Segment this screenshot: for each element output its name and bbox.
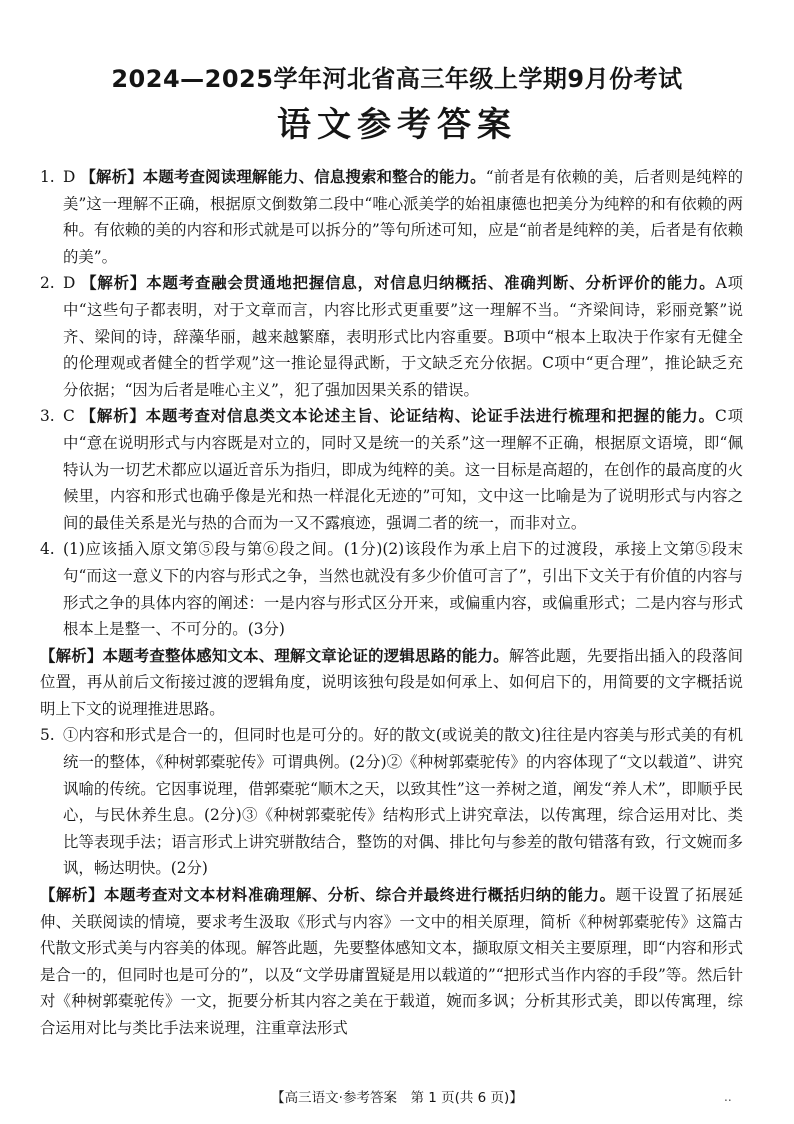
reference-answer: (1)应该插入原文第⑤段与第⑥段之间。(1分)(2)该段作为承上启下的过渡段，承接上文第⑤段末句“而这一意义下的内容与形式之争，当然也就没有多少价值可言了”，引出下文关于有价值的内容与形式之争的具体内容的阐述：一是内容与形式区分开来，或偏重内容，或偏重形式；二是内容与形式根本上是整一、不可分的。(3分)	[63, 540, 743, 639]
analysis-lead: 本题考查对信息类文本论述主旨、论证结构、论证手法进行梳理和把握的能力。	[145, 407, 715, 426]
analysis-lead: 本题考查对文本材料准确理解、分析、综合并最终进行概括归纳的能力。	[103, 886, 616, 905]
question-number: 5.	[40, 726, 55, 745]
answer-item-3	[40, 403, 743, 536]
analysis-text: 题干设置了拓展延伸、关联阅读的情境，要求考生汲取《形式与内容》一文中的相关原理，简析《种树郭橐驼传》这篇古代散文形式美与内容美的体现。解答此题，先要整体感知文本，撷取原文相关主要原理，即“内容和形式是合一的，但同时也是可分的”，以及“文学毋庸置疑是用以载道的”“把形式当作内容的手段”等。然后针对《种树郭橐驼传》一文，扼要分析其内容之美在于载道，婉而多讽；分析其形式美，即以传寓理，综合运用对比与类比手法来说理，注重章法形式	[40, 886, 743, 1037]
answer-item-5	[40, 722, 743, 1041]
answer-item-1	[40, 164, 743, 270]
analysis-lead: 本题考查整体感知文本、理解文章论证的逻辑思路的能力。	[102, 646, 509, 665]
analysis-text: “前者是有依赖的美，后者则是纯粹的美”这一理解不正确，根据原文倒数第二段中“唯心派美学的始祖康德也把美分为纯粹的和有依赖的两种。有依赖的美的内容和形式就是可以拆分的”等句所述可知，应是“前者是纯粹的美，后者是有依赖的美”。	[63, 168, 743, 266]
answer-paragraph	[63, 403, 743, 536]
analysis-tag: 【解析】	[80, 168, 143, 186]
answer-paragraph	[63, 164, 743, 270]
exam-title: 2024—2025学年河北省高三年级上学期9月份考试	[111, 65, 683, 93]
document-title: 语文参考答案	[277, 105, 517, 145]
question-number: 4.	[40, 540, 55, 559]
analysis-text: C项中“意在说明形式与内容既是对立的，同时又是统一的关系”这一理解不正确，根据原文语境，即“佩特认为一切艺术都应以逼近音乐为指归，即成为纯粹的美。这一目标是高超的，在创作的最高度的火候里，内容和形式也确乎像是光和热一样混化无迹的”可知，文中这一比喻是为了说明形式与内容之间的最佳关系是光与热的合而为一又不露痕迹，强调二者的统一，而非对立。	[63, 407, 743, 532]
answer-letter: C	[63, 407, 75, 426]
question-number: 2.	[40, 274, 55, 293]
analysis-paragraph	[40, 882, 743, 1042]
analysis-tag: 【解析】	[40, 646, 103, 665]
analysis-tag: 【解析】	[81, 274, 147, 293]
answer-list	[40, 164, 743, 1042]
answer-paragraph	[63, 270, 743, 403]
analysis-text: A项中“这些句子都表明，对于文章而言，内容比形式更重要”这一理解不当。“齐梁间诗，彩丽竞繁”说齐、梁间的诗，辞藻华丽，越来越繁靡，表明形式比内容重要。B项中“根本上取决于作家有无健全的伦理观或者健全的哲学观”这一推论显得武断，于文缺乏充分依据。C项中“更合理”，推论缺乏充分依据；“因为后者是唯心主义”，犯了强加因果关系的错误。	[63, 274, 743, 399]
answer-letter: D	[63, 274, 76, 293]
answer-letter: D	[63, 168, 76, 186]
reference-answer: ①内容和形式是合一的，但同时也是可分的。好的散文(或说美的散文)往往是内容美与形式美的有机统一的整体，《种树郭橐驼传》可谓典例。(2分)②《种树郭橐驼传》的内容体现了“文以载道”、讲究讽喻的传统。它因事说理，借郭橐驼“顺木之天，以致其性”这一养树之道，阐发“养人术”，即顺乎民心，与民休养生息。(2分)③《种树郭橐驼传》结构形式上讲究章法，以传寓理，综合运用对比、类比等表现手法；语言形式上讲究骈散结合，整饬的对偶、排比句与参差的散句错落有致，行文婉而多讽，畅达明快。(2分)	[63, 726, 743, 878]
question-number: 3.	[40, 407, 55, 426]
analysis-text: 解答此题，先要指出插入的段落间位置，再从前后文衔接过渡的逻辑角度，说明该独句段是如何承上、如何启下的，用简要的文字概括说明上下文的说理推进思路。	[40, 646, 743, 718]
page-footer: 【高三语文·参考答案 第 1 页(共 6 页)】	[271, 1090, 523, 1106]
question-number: 1.	[40, 168, 55, 186]
analysis-tag: 【解析】	[80, 407, 146, 426]
analysis-lead: 本题考查阅读理解能力、信息搜索和整合的能力。	[142, 168, 486, 186]
corner-mark: ..	[724, 1090, 732, 1104]
analysis-paragraph	[40, 643, 743, 723]
answer-item-4	[40, 536, 743, 722]
analysis-lead: 本题考查融会贯通地把握信息，对信息归纳概括、准确判断、分析评价的能力。	[146, 274, 716, 293]
analysis-tag: 【解析】	[40, 886, 104, 905]
answer-item-2	[40, 270, 743, 403]
